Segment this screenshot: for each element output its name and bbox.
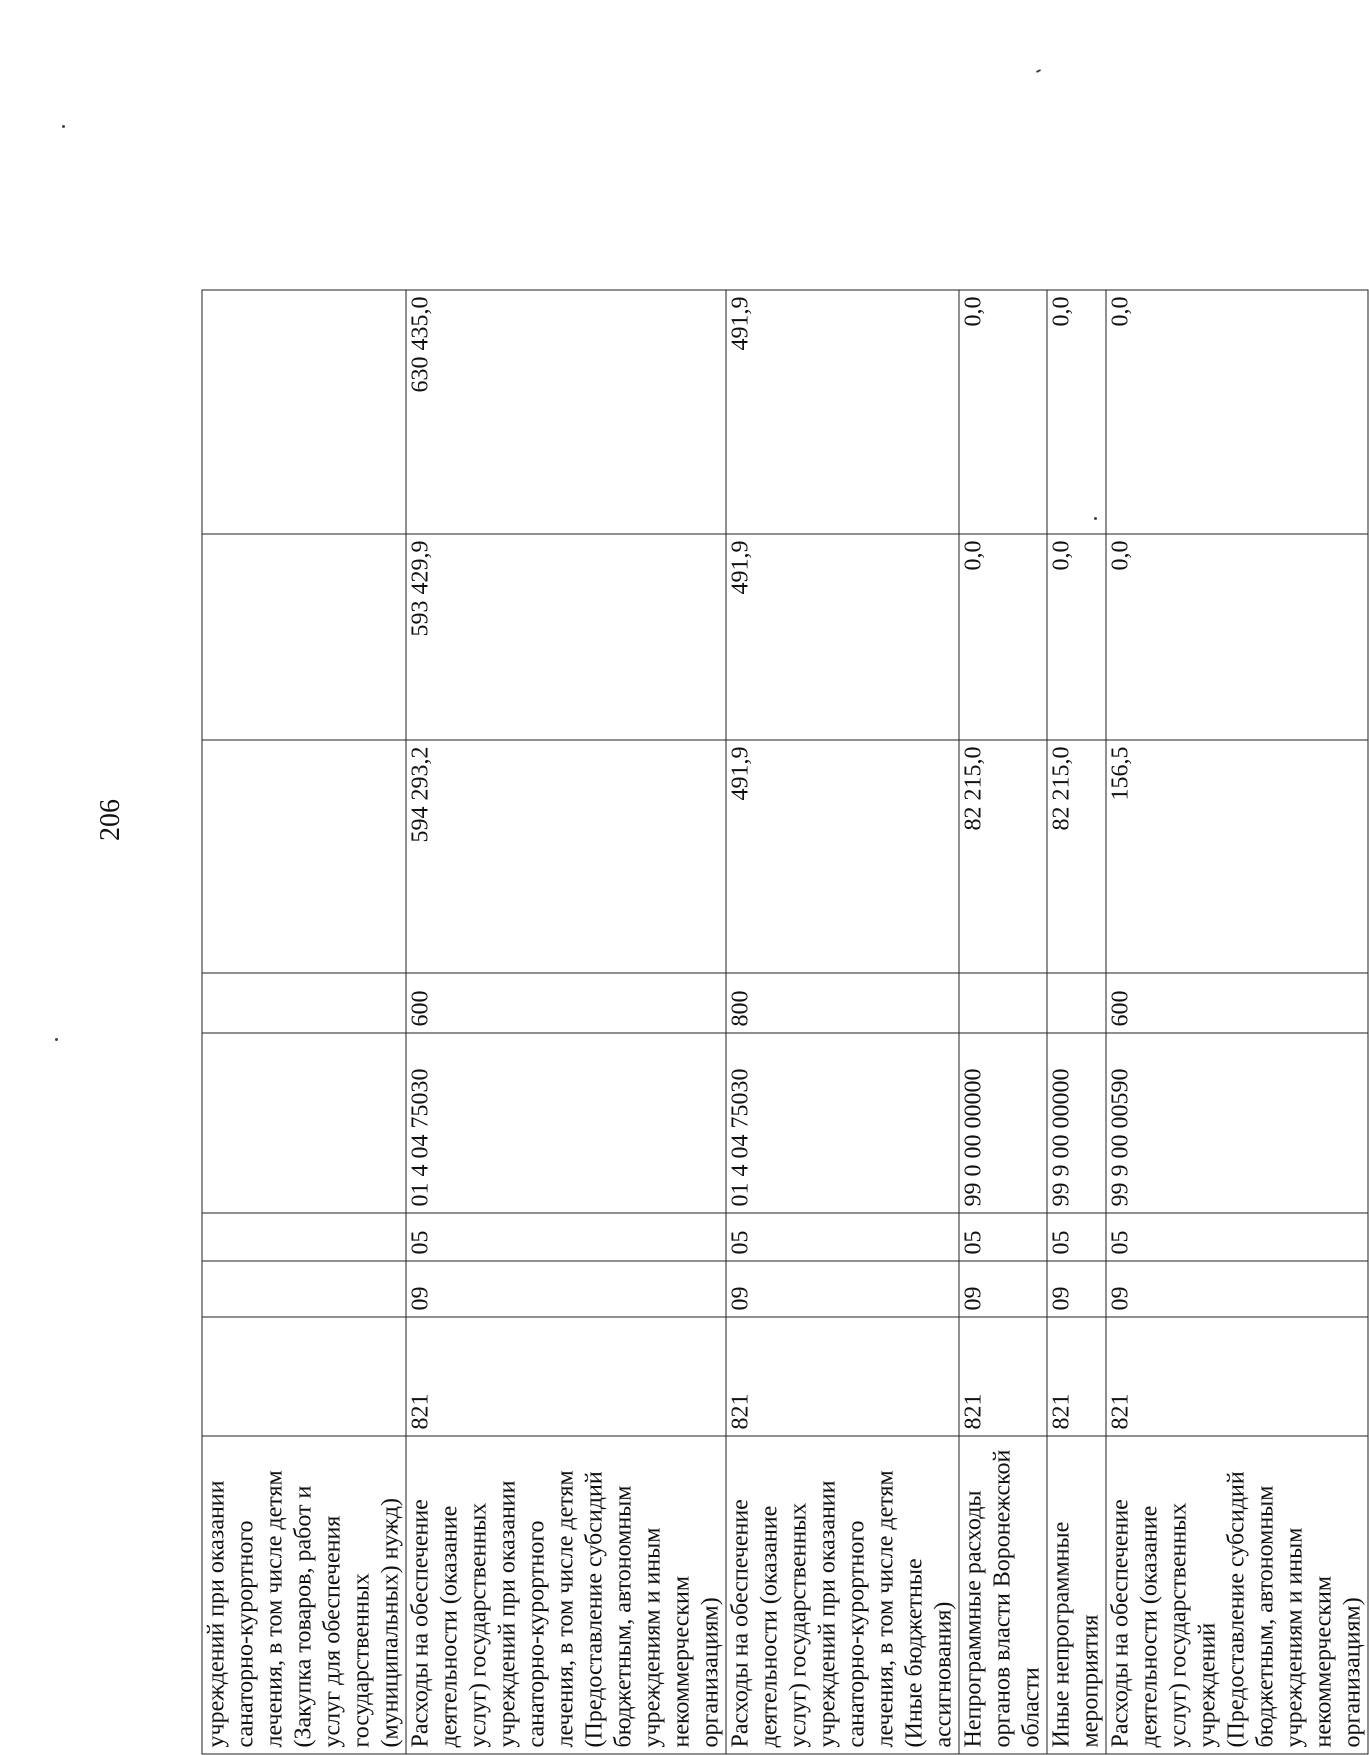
- scan-speck: [55, 1038, 58, 1041]
- row-section-code: 09: [959, 1261, 1047, 1317]
- table-row: [202, 290, 406, 1754]
- row-target-article-code: 01 4 04 75030: [726, 1033, 959, 1213]
- row-grbs-code: 821: [1106, 1317, 1368, 1436]
- table-row: [959, 290, 1047, 1754]
- table-row: [726, 290, 959, 1754]
- row-subsection-code: 05: [1106, 1213, 1368, 1261]
- row-amount-1: 156,5: [1106, 740, 1368, 973]
- row-target-article-code: 99 9 00 00590: [1106, 1033, 1368, 1213]
- row-target-article-code: [202, 1033, 406, 1213]
- budget-table: [202, 290, 1369, 1755]
- budget-table-container: [202, 291, 1366, 1755]
- row-expense-type-code: 600: [406, 973, 726, 1033]
- row-subsection-code: 05: [726, 1213, 959, 1261]
- row-section-code: 09: [1106, 1261, 1368, 1317]
- row-grbs-code: 821: [406, 1317, 726, 1436]
- row-description: Непрограммные расходы органов власти Воронежской области: [959, 1436, 1047, 1754]
- row-amount-2: 0,0: [1047, 534, 1106, 740]
- row-amount-1: 491,9: [726, 740, 959, 973]
- table-row: [1106, 290, 1368, 1754]
- row-amount-3: [202, 290, 406, 534]
- row-subsection-code: [202, 1213, 406, 1261]
- row-subsection-code: 05: [1047, 1213, 1106, 1261]
- row-amount-3: 0,0: [1047, 290, 1106, 534]
- table-row: [1047, 290, 1106, 1754]
- row-section-code: 09: [406, 1261, 726, 1317]
- row-amount-1: 594 293,2: [406, 740, 726, 973]
- table-row: [406, 290, 726, 1754]
- row-amount-1: 82 215,0: [959, 740, 1047, 973]
- scan-speck: [1036, 69, 1041, 73]
- row-description: Расходы на обеспечение деятельности (оказание услуг) государственных учреждений (Предоставление субсидий бюджетным, автономным учреждениям и иным некоммерческим организациям): [1106, 1436, 1368, 1754]
- table-body: [202, 290, 1368, 1754]
- row-description: Расходы на обеспечение деятельности (оказание услуг) государственных учреждений при оказании санаторно-курортного лечения, в том числе детям (Предоставление субсидий бюджетным, автономным учреждениям и иным некоммерческим организациям): [406, 1436, 726, 1754]
- row-grbs-code: 821: [726, 1317, 959, 1436]
- row-expense-type-code: 600: [1106, 973, 1368, 1033]
- row-target-article-code: 01 4 04 75030: [406, 1033, 726, 1213]
- row-amount-3: 491,9: [726, 290, 959, 534]
- row-amount-1: [202, 740, 406, 973]
- row-grbs-code: 821: [959, 1317, 1047, 1436]
- row-amount-2: [202, 534, 406, 740]
- page-number: 206: [95, 799, 126, 841]
- row-amount-2: 593 429,9: [406, 534, 726, 740]
- row-description: Иные непрограммные мероприятия: [1047, 1436, 1106, 1754]
- row-section-code: [202, 1261, 406, 1317]
- scan-speck: [62, 125, 65, 128]
- row-grbs-code: [202, 1317, 406, 1436]
- row-expense-type-code: [202, 973, 406, 1033]
- row-amount-3: 630 435,0: [406, 290, 726, 534]
- row-expense-type-code: 800: [726, 973, 959, 1033]
- row-target-article-code: 99 9 00 00000: [1047, 1033, 1106, 1213]
- row-expense-type-code: [1047, 973, 1106, 1033]
- row-subsection-code: 05: [406, 1213, 726, 1261]
- row-description: Расходы на обеспечение деятельности (оказание услуг) государственных учреждений при оказании санаторно-курортного лечения, в том числе детям (Иные бюджетные ассигнования): [726, 1436, 959, 1754]
- row-grbs-code: 821: [1047, 1317, 1106, 1436]
- row-section-code: 09: [1047, 1261, 1106, 1317]
- row-amount-3: 0,0: [959, 290, 1047, 534]
- row-target-article-code: 99 0 00 00000: [959, 1033, 1047, 1213]
- row-description: учреждений при оказании санаторно-курортного лечения, в том числе детям (Закупка товаров, работ и услуг для обеспечения государственных (муниципальных) нужд): [202, 1436, 406, 1754]
- row-amount-2: 491,9: [726, 534, 959, 740]
- row-amount-1: 82 215,0: [1047, 740, 1106, 973]
- row-amount-3: 0,0: [1106, 290, 1368, 534]
- row-amount-2: 0,0: [959, 534, 1047, 740]
- row-amount-2: 0,0: [1106, 534, 1368, 740]
- row-subsection-code: 05: [959, 1213, 1047, 1261]
- row-section-code: 09: [726, 1261, 959, 1317]
- row-expense-type-code: [959, 973, 1047, 1033]
